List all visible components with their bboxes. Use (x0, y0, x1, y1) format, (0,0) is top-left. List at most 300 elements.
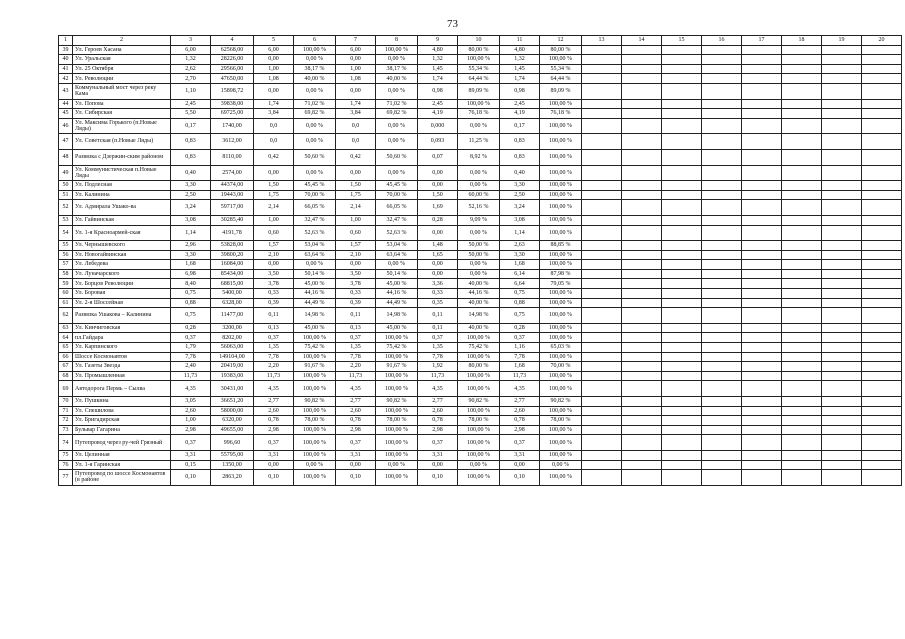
value-cell: 80,00 % (458, 362, 500, 372)
value-cell: 11,73 (418, 371, 458, 381)
value-cell: 6,00 (254, 45, 294, 55)
column-header: 11 (500, 36, 540, 46)
empty-cell (862, 460, 902, 470)
value-cell: 52,16 % (458, 200, 500, 216)
value-cell: 2,10 (336, 250, 376, 260)
value-cell: 1,00 (171, 416, 211, 426)
value-cell: 2,20 (336, 362, 376, 372)
value-cell: 1,32 (500, 55, 540, 65)
column-header: 18 (782, 36, 822, 46)
value-cell: 100,00 % (458, 406, 500, 416)
empty-cell (662, 165, 702, 181)
value-cell: 0,00 % (294, 118, 336, 134)
empty-cell (622, 352, 662, 362)
value-cell: 40,00 % (458, 279, 500, 289)
empty-cell (822, 333, 862, 343)
value-cell: 100,00 % (540, 260, 582, 270)
value-cell: 0,00 (418, 460, 458, 470)
empty-cell (742, 397, 782, 407)
value-cell: 0,00 % (376, 460, 418, 470)
value-cell: 36651,20 (211, 397, 254, 407)
empty-cell (622, 74, 662, 84)
value-cell: 0,093 (418, 134, 458, 150)
value-cell: 100,00 % (376, 381, 418, 397)
value-cell: 50,00 % (458, 241, 500, 251)
empty-cell (862, 165, 902, 181)
empty-cell (622, 190, 662, 200)
empty-cell (742, 450, 782, 460)
empty-cell (702, 64, 742, 74)
value-cell: 0,13 (336, 323, 376, 333)
table-row (59, 165, 902, 181)
value-cell: 0,00 % (376, 83, 418, 99)
value-cell: 100,00 % (458, 470, 500, 486)
empty-cell (622, 333, 662, 343)
empty-cell (782, 225, 822, 241)
value-cell: 0,37 (418, 435, 458, 451)
value-cell: 30431,00 (211, 381, 254, 397)
column-header: 5 (254, 36, 294, 46)
empty-cell (582, 450, 622, 460)
value-cell: 100,00 % (376, 45, 418, 55)
empty-cell (782, 333, 822, 343)
value-cell: 19443,00 (211, 190, 254, 200)
row-number: 47 (59, 134, 73, 150)
value-cell: 100,00 % (376, 450, 418, 460)
value-cell: 28226,00 (211, 55, 254, 65)
empty-cell (582, 45, 622, 55)
value-cell: 0,00 % (294, 165, 336, 181)
empty-cell (622, 406, 662, 416)
empty-cell (822, 165, 862, 181)
value-cell: 44,49 % (294, 298, 336, 308)
value-cell: 100,00 % (294, 425, 336, 435)
value-cell: 1,45 (418, 64, 458, 74)
value-cell: 40,00 % (294, 74, 336, 84)
value-cell: 996,60 (211, 435, 254, 451)
value-cell: 2,10 (254, 250, 294, 260)
value-cell: 0,00 % (294, 460, 336, 470)
empty-cell (582, 250, 622, 260)
empty-cell (582, 460, 622, 470)
value-cell: 0,39 (336, 298, 376, 308)
value-cell: 100,00 % (376, 435, 418, 451)
value-cell: 100,00 % (458, 99, 500, 109)
empty-cell (862, 200, 902, 216)
row-number: 45 (59, 109, 73, 119)
empty-cell (862, 74, 902, 84)
value-cell: 20419,00 (211, 362, 254, 372)
empty-cell (702, 260, 742, 270)
empty-cell (662, 118, 702, 134)
table-row (59, 83, 902, 99)
empty-cell (862, 333, 902, 343)
row-number: 39 (59, 45, 73, 55)
value-cell: 2,45 (171, 99, 211, 109)
row-number: 51 (59, 190, 73, 200)
value-cell: 69725,00 (211, 109, 254, 119)
empty-cell (662, 435, 702, 451)
road-name: Ул. Бригадирская (73, 416, 171, 426)
empty-cell (582, 381, 622, 397)
value-cell: 0,40 (500, 165, 540, 181)
column-header: 1 (59, 36, 73, 46)
empty-cell (862, 397, 902, 407)
value-cell: 11,73 (500, 371, 540, 381)
value-cell: 3,50 (254, 269, 294, 279)
empty-cell (742, 250, 782, 260)
value-cell: 100,00 % (540, 450, 582, 460)
value-cell: 3,84 (254, 109, 294, 119)
value-cell: 0,00 (254, 260, 294, 270)
value-cell: 78,00 % (458, 416, 500, 426)
empty-cell (822, 397, 862, 407)
value-cell: 0,00 % (458, 118, 500, 134)
table-row (59, 406, 902, 416)
table-row (59, 269, 902, 279)
value-cell: 2,40 (171, 362, 211, 372)
empty-cell (782, 460, 822, 470)
road-name: Ул. Уральская (73, 55, 171, 65)
value-cell: 2,98 (171, 425, 211, 435)
empty-cell (622, 425, 662, 435)
empty-cell (782, 190, 822, 200)
value-cell: 53,04 % (294, 241, 336, 251)
table-row (59, 55, 902, 65)
empty-cell (782, 55, 822, 65)
empty-cell (782, 323, 822, 333)
value-cell: 2,45 (500, 99, 540, 109)
value-cell: 0,37 (500, 333, 540, 343)
column-header: 20 (862, 36, 902, 46)
value-cell: 50,00 % (458, 250, 500, 260)
table-row (59, 200, 902, 216)
row-number: 71 (59, 406, 73, 416)
value-cell: 2,60 (418, 406, 458, 416)
value-cell: 3,24 (171, 200, 211, 216)
empty-cell (582, 225, 622, 241)
table-row (59, 450, 902, 460)
value-cell: 100,00 % (294, 406, 336, 416)
value-cell: 0,40 (171, 165, 211, 181)
empty-cell (582, 323, 622, 333)
value-cell: 80,00 % (540, 45, 582, 55)
empty-cell (622, 225, 662, 241)
empty-cell (822, 250, 862, 260)
value-cell: 11477,00 (211, 308, 254, 324)
value-cell: 3,50 (336, 269, 376, 279)
road-name: Ул. Целинная (73, 450, 171, 460)
empty-cell (702, 269, 742, 279)
value-cell: 100,00 % (540, 406, 582, 416)
table-row (59, 435, 902, 451)
value-cell: 0,00 % (458, 260, 500, 270)
value-cell: 4,19 (500, 109, 540, 119)
value-cell: 70,00 % (294, 190, 336, 200)
value-cell: 0,11 (418, 308, 458, 324)
row-number: 57 (59, 260, 73, 270)
road-name: Ул. Новогайвинская (73, 250, 171, 260)
road-name: Бульвар Гагарина (73, 425, 171, 435)
value-cell: 91,67 % (294, 362, 336, 372)
value-cell: 44374,00 (211, 181, 254, 191)
value-cell: 3,08 (171, 215, 211, 225)
empty-cell (622, 241, 662, 251)
value-cell: 0,000 (418, 118, 458, 134)
value-cell: 0,00 % (376, 165, 418, 181)
empty-cell (582, 333, 622, 343)
table-row (59, 215, 902, 225)
value-cell: 0,00 (418, 181, 458, 191)
value-cell: 1,32 (171, 55, 211, 65)
empty-cell (742, 308, 782, 324)
value-cell: 52,63 % (376, 225, 418, 241)
value-cell: 0,39 (254, 298, 294, 308)
value-cell: 0,88 (171, 298, 211, 308)
value-cell: 1,74 (418, 74, 458, 84)
road-name: Путепровод по шоссе Космонавтов (в районе (73, 470, 171, 486)
value-cell: 30285,40 (211, 215, 254, 225)
column-header: 12 (540, 36, 582, 46)
empty-cell (582, 215, 622, 225)
value-cell: 90,82 % (458, 397, 500, 407)
empty-cell (582, 55, 622, 65)
empty-cell (862, 269, 902, 279)
row-number: 68 (59, 371, 73, 381)
column-header: 16 (702, 36, 742, 46)
value-cell: 91,67 % (376, 362, 418, 372)
row-number: 69 (59, 381, 73, 397)
value-cell: 63,64 % (376, 250, 418, 260)
empty-cell (742, 470, 782, 486)
value-cell: 3,24 (500, 200, 540, 216)
value-cell: 2,98 (418, 425, 458, 435)
value-cell: 64,44 % (458, 74, 500, 84)
value-cell: 40,00 % (458, 323, 500, 333)
value-cell: 1,75 (336, 190, 376, 200)
column-header: 7 (336, 36, 376, 46)
column-header: 17 (742, 36, 782, 46)
empty-cell (742, 289, 782, 299)
empty-cell (622, 200, 662, 216)
empty-cell (702, 435, 742, 451)
value-cell: 76,18 % (458, 109, 500, 119)
value-cell: 3,36 (418, 279, 458, 289)
value-cell: 7,78 (418, 352, 458, 362)
value-cell: 100,00 % (294, 435, 336, 451)
table-row (59, 397, 902, 407)
empty-cell (622, 381, 662, 397)
road-name: Ул. Боровая (73, 289, 171, 299)
value-cell: 1,92 (418, 362, 458, 372)
value-cell: 100,00 % (540, 470, 582, 486)
value-cell: 55795,00 (211, 450, 254, 460)
road-name: Коммунальный мост через реку Кама (73, 83, 171, 99)
empty-cell (582, 289, 622, 299)
table-row (59, 416, 902, 426)
empty-cell (662, 225, 702, 241)
empty-cell (742, 134, 782, 150)
value-cell: 1,16 (500, 343, 540, 353)
value-cell: 55,34 % (540, 64, 582, 74)
empty-cell (782, 134, 822, 150)
value-cell: 8110,00 (211, 149, 254, 165)
empty-cell (822, 45, 862, 55)
table-row (59, 470, 902, 486)
row-number: 66 (59, 352, 73, 362)
empty-cell (582, 298, 622, 308)
value-cell: 1,79 (171, 343, 211, 353)
empty-cell (742, 425, 782, 435)
value-cell: 6,00 (171, 45, 211, 55)
value-cell: 1,35 (254, 343, 294, 353)
value-cell: 87,98 % (540, 269, 582, 279)
road-name: Ул. Чернышевского (73, 241, 171, 251)
value-cell: 1,14 (500, 225, 540, 241)
value-cell: 0,00 (336, 165, 376, 181)
value-cell: 38,17 % (376, 64, 418, 74)
value-cell: 3,31 (500, 450, 540, 460)
value-cell: 11,25 % (458, 134, 500, 150)
value-cell: 0,60 (336, 225, 376, 241)
empty-cell (622, 460, 662, 470)
value-cell: 100,00 % (458, 371, 500, 381)
value-cell: 1,00 (254, 64, 294, 74)
empty-cell (742, 241, 782, 251)
value-cell: 149104,00 (211, 352, 254, 362)
value-cell: 0,78 (500, 416, 540, 426)
empty-cell (662, 333, 702, 343)
value-cell: 0,00 (418, 269, 458, 279)
value-cell: 7,78 (336, 352, 376, 362)
empty-cell (742, 215, 782, 225)
empty-cell (702, 74, 742, 84)
row-number: 56 (59, 250, 73, 260)
road-name: Ул. Советская (п.Новые Ляды) (73, 134, 171, 150)
empty-cell (862, 134, 902, 150)
empty-cell (622, 362, 662, 372)
value-cell: 1,14 (171, 225, 211, 241)
value-cell: 0,75 (171, 289, 211, 299)
value-cell: 0,00 % (458, 225, 500, 241)
row-number: 74 (59, 435, 73, 451)
row-number: 46 (59, 118, 73, 134)
row-number: 59 (59, 279, 73, 289)
empty-cell (582, 470, 622, 486)
road-name: Ул. 25 Октября (73, 64, 171, 74)
value-cell: 1,75 (254, 190, 294, 200)
empty-cell (782, 74, 822, 84)
road-name: Ул. Адмирала Ушако-ва (73, 200, 171, 216)
empty-cell (582, 362, 622, 372)
empty-cell (782, 381, 822, 397)
row-number: 62 (59, 308, 73, 324)
empty-cell (822, 241, 862, 251)
value-cell: 45,00 % (376, 323, 418, 333)
value-cell: 100,00 % (540, 99, 582, 109)
value-cell: 3200,00 (211, 323, 254, 333)
value-cell: 1,50 (418, 190, 458, 200)
empty-cell (822, 289, 862, 299)
value-cell: 45,00 % (376, 279, 418, 289)
value-cell: 6,98 (171, 269, 211, 279)
value-cell: 2,98 (336, 425, 376, 435)
table-row (59, 74, 902, 84)
empty-cell (702, 450, 742, 460)
column-header: 2 (73, 36, 171, 46)
road-name: Ул. 2-я Шоссейная (73, 298, 171, 308)
empty-cell (862, 371, 902, 381)
value-cell: 0,11 (336, 308, 376, 324)
empty-cell (702, 165, 742, 181)
value-cell: 0,00 % (376, 260, 418, 270)
value-cell: 100,00 % (540, 308, 582, 324)
value-cell: 100,00 % (540, 181, 582, 191)
value-cell: 100,00 % (540, 134, 582, 150)
value-cell: 0,00 % (376, 118, 418, 134)
empty-cell (862, 435, 902, 451)
row-number: 54 (59, 225, 73, 241)
empty-cell (742, 460, 782, 470)
value-cell: 0,0 (336, 134, 376, 150)
value-cell: 0,28 (171, 323, 211, 333)
empty-cell (742, 381, 782, 397)
value-cell: 0,00 % (294, 260, 336, 270)
empty-cell (662, 352, 702, 362)
value-cell: 44,16 % (294, 289, 336, 299)
value-cell: 78,00 % (540, 416, 582, 426)
value-cell: 0,83 (500, 134, 540, 150)
empty-cell (782, 181, 822, 191)
value-cell: 58000,00 (211, 406, 254, 416)
value-cell: 0,17 (500, 118, 540, 134)
value-cell: 0,00 (336, 260, 376, 270)
value-cell: 44,16 % (458, 289, 500, 299)
column-header: 19 (822, 36, 862, 46)
empty-cell (662, 460, 702, 470)
value-cell: 29566,00 (211, 64, 254, 74)
value-cell: 5,50 (171, 109, 211, 119)
value-cell: 100,00 % (294, 45, 336, 55)
empty-cell (822, 362, 862, 372)
empty-cell (582, 425, 622, 435)
value-cell: 85434,00 (211, 269, 254, 279)
value-cell: 3,78 (254, 279, 294, 289)
empty-cell (622, 450, 662, 460)
value-cell: 2,98 (254, 425, 294, 435)
value-cell: 100,00 % (540, 435, 582, 451)
empty-cell (822, 425, 862, 435)
empty-cell (822, 83, 862, 99)
empty-cell (622, 260, 662, 270)
empty-cell (782, 269, 822, 279)
empty-cell (742, 45, 782, 55)
empty-cell (822, 74, 862, 84)
empty-cell (702, 241, 742, 251)
empty-cell (702, 397, 742, 407)
empty-cell (782, 435, 822, 451)
row-number: 58 (59, 269, 73, 279)
value-cell: 100,00 % (376, 371, 418, 381)
value-cell: 70,00 % (540, 362, 582, 372)
empty-cell (782, 308, 822, 324)
table-row (59, 323, 902, 333)
value-cell: 89,09 % (540, 83, 582, 99)
row-number: 60 (59, 289, 73, 299)
road-name: Ул. Героев Хасана (73, 45, 171, 55)
value-cell: 0,00 (500, 460, 540, 470)
empty-cell (582, 109, 622, 119)
